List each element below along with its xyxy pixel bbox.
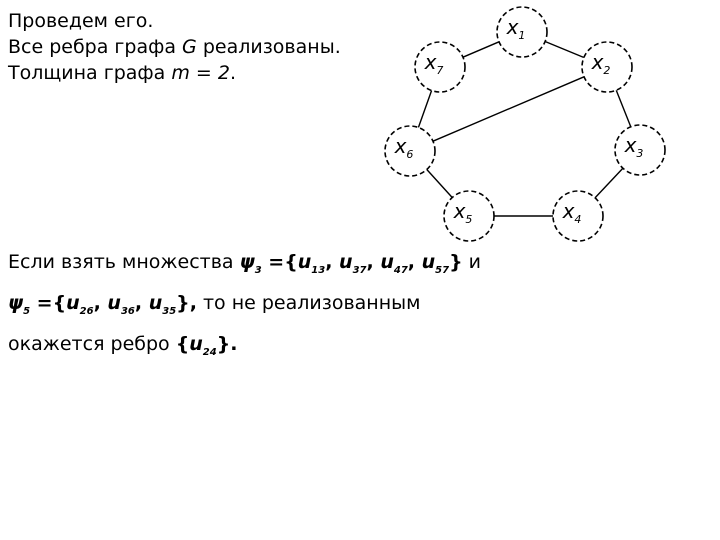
vertex-x3: [615, 125, 665, 175]
vertex-x7: [415, 42, 465, 92]
u37-sub: 37: [352, 264, 367, 276]
conclusion-line-3-pre: окажется ребро: [8, 332, 176, 355]
comma: ,: [134, 291, 149, 314]
vertex-x2: [582, 42, 632, 92]
psi5-symbol: ψ: [8, 291, 24, 314]
u24: u: [189, 332, 203, 355]
u13: u: [297, 251, 312, 273]
edge-x6-x7: [418, 91, 431, 128]
vertex-label-sub: 4: [574, 213, 582, 226]
vertex-label: $x_4$: [562, 199, 582, 226]
u47-sub: 47: [393, 264, 408, 276]
graph-vertices: [385, 7, 665, 241]
edge-x1-x2: [545, 42, 584, 58]
conclusion-post: то не реализованным: [196, 291, 421, 314]
vertex-x5: [444, 191, 494, 241]
edge-x2-x3: [616, 90, 631, 127]
vertex-label: $x_5$: [453, 199, 473, 226]
intro-line-1: Проведем его.: [8, 10, 154, 32]
vertex-label-sub: 6: [406, 148, 414, 161]
comma: ,: [325, 251, 340, 273]
vertex-x6: [385, 126, 435, 176]
psi3-sub: 3: [254, 264, 262, 276]
intro-line-3-pre: Толщина графа: [8, 62, 172, 84]
vertex-label-sub: 3: [636, 147, 644, 160]
vertex-label-sub: 7: [436, 64, 444, 77]
vertex-x4: [553, 191, 603, 241]
psi3-eq: ={: [261, 251, 298, 273]
intro-line-2-pre: Все ребра графа: [8, 36, 183, 58]
u35: u: [148, 291, 163, 314]
intro-line-3-post: .: [229, 62, 236, 84]
u37: u: [339, 251, 353, 273]
vertex-label-sub: 1: [518, 29, 526, 42]
psi5-sub: 5: [23, 305, 31, 317]
conclusion-pre: Если взять множества: [8, 251, 240, 273]
u13-sub: 13: [311, 264, 326, 276]
comma: ,: [366, 251, 381, 273]
edge-open: {: [175, 332, 190, 355]
psi5-eq: ={: [30, 291, 67, 314]
vertex-label: $x_7$: [424, 50, 444, 77]
edge-close: }.: [216, 332, 238, 355]
comma: ,: [93, 291, 108, 314]
vertex-label: $x_3$: [624, 133, 644, 160]
u57-sub: 57: [435, 264, 450, 276]
u57: u: [421, 251, 436, 273]
edge-x5-x6: [427, 170, 452, 198]
thickness-value: m = 2: [171, 62, 230, 84]
u24-sub: 24: [202, 346, 217, 358]
vertex-label: $x_1$: [506, 15, 526, 42]
vertex-label-sub: 5: [465, 213, 473, 226]
comma: ,: [407, 251, 422, 273]
vertex-label-sub: 2: [603, 64, 611, 77]
u35-sub: 35: [162, 305, 177, 317]
psi5-close: },: [176, 291, 197, 314]
psi3-symbol: ψ: [239, 251, 255, 273]
edge-x7-x1: [463, 42, 499, 57]
u26: u: [66, 291, 80, 314]
psi3-close: }: [449, 251, 463, 273]
vertex-x1: [497, 7, 547, 57]
edge-x3-x4: [595, 168, 623, 198]
u47: u: [380, 251, 394, 273]
u36-sub: 36: [120, 305, 135, 317]
u26-sub: 26: [79, 305, 94, 317]
intro-line-2-post: реализованы.: [196, 36, 341, 58]
u36: u: [107, 291, 121, 314]
and-word: и: [462, 251, 481, 273]
vertex-label: $x_2$: [591, 50, 611, 77]
graph-name: G: [182, 36, 197, 58]
vertex-label: $x_6$: [394, 134, 414, 161]
